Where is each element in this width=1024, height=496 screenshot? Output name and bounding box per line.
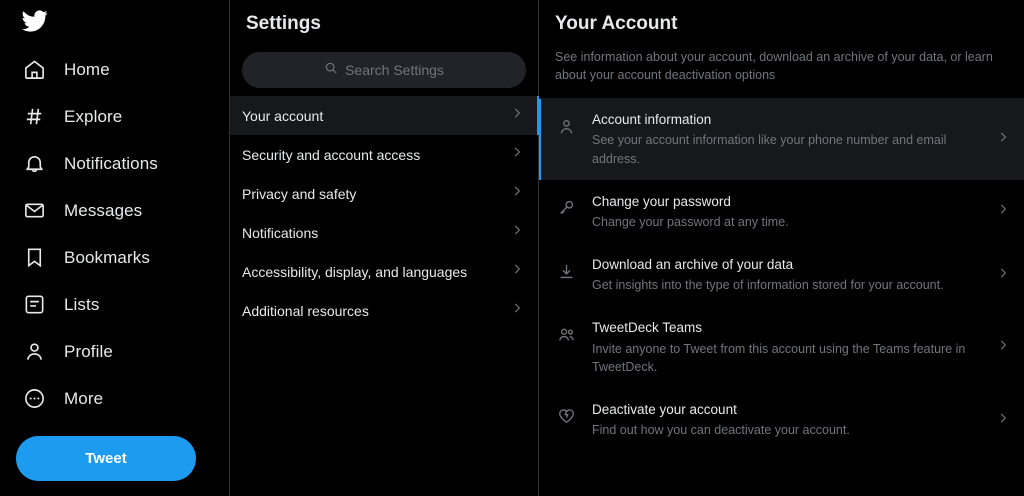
settings-item-label: Notifications <box>242 224 319 241</box>
sidebar-item-notifications[interactable] <box>0 140 229 187</box>
row-title: TweetDeck Teams <box>592 320 703 336</box>
bookmark-icon <box>22 246 46 270</box>
row-title: Deactivate your account <box>592 401 737 417</box>
sidebar-item-label: More <box>64 388 104 408</box>
primary-sidebar <box>0 0 229 496</box>
settings-item-security-and-account-access[interactable] <box>230 135 538 174</box>
page-title: Your Account <box>555 13 678 34</box>
row-subtitle: Change your password at any time. <box>592 214 789 229</box>
settings-item-accessibility-display-and-languages[interactable] <box>230 252 538 291</box>
list-icon <box>22 293 46 317</box>
sidebar-item-more[interactable] <box>0 375 229 422</box>
row-tweetdeck-teams[interactable] <box>539 306 1024 387</box>
sidebar-item-messages[interactable] <box>0 187 229 234</box>
key-icon <box>555 197 577 219</box>
chevron-right-icon <box>510 262 524 281</box>
row-change-your-password[interactable] <box>539 180 1024 243</box>
chevron-right-icon <box>510 145 524 164</box>
row-text <box>592 256 981 294</box>
settings-item-additional-resources[interactable] <box>230 291 538 330</box>
chevron-right-icon <box>996 338 1010 357</box>
sidebar-item-label: Bookmarks <box>64 247 150 267</box>
settings-item-label: Your account <box>242 107 324 124</box>
hashtag-icon <box>22 105 46 129</box>
sidebar-item-label: Lists <box>64 294 100 314</box>
sidebar-nav-list <box>0 46 229 422</box>
search-input[interactable] <box>242 52 526 88</box>
settings-item-label: Privacy and safety <box>242 185 357 202</box>
settings-item-label: Accessibility, display, and languages <box>242 263 468 280</box>
sidebar-item-lists[interactable] <box>0 281 229 328</box>
heart-broken-icon <box>555 405 577 427</box>
sidebar-item-label: Profile <box>64 341 113 361</box>
settings-item-notifications[interactable] <box>230 213 538 252</box>
row-subtitle: Find out how you can deactivate your account. <box>592 423 850 438</box>
chevron-right-icon <box>996 130 1010 149</box>
person-icon <box>22 340 46 364</box>
settings-header <box>230 0 538 48</box>
account-options-list <box>539 98 1024 451</box>
sidebar-item-label: Notifications <box>64 153 158 173</box>
home-icon <box>22 58 46 82</box>
tweet-button-wrap <box>0 422 229 481</box>
row-subtitle: Invite anyone to Tweet from this account using the Teams feature in TweetDeck. <box>592 341 966 374</box>
search-placeholder: Search Settings <box>345 62 444 78</box>
row-download-an-archive-of-your-data[interactable] <box>539 243 1024 306</box>
detail-header <box>539 0 1024 98</box>
row-subtitle: See your account information like your phone number and email address. <box>592 133 947 166</box>
detail-pane <box>539 0 1024 496</box>
row-text <box>592 111 981 167</box>
row-subtitle: Get insights into the type of information stored for your account. <box>592 278 944 293</box>
twitter-logo[interactable] <box>0 0 229 46</box>
settings-item-label: Security and account access <box>242 146 421 163</box>
row-text <box>592 319 981 375</box>
row-text <box>592 401 981 439</box>
search-settings-wrap <box>230 48 538 96</box>
envelope-icon <box>22 199 46 223</box>
people-icon <box>555 323 577 345</box>
settings-list <box>230 96 538 330</box>
settings-column <box>229 0 539 496</box>
chevron-right-icon <box>996 266 1010 285</box>
chevron-right-icon <box>510 184 524 203</box>
sidebar-item-label: Explore <box>64 106 123 126</box>
ellipsis-circle-icon <box>22 387 46 411</box>
row-title: Account information <box>592 112 712 128</box>
tweet-button[interactable]: Tweet <box>16 436 196 481</box>
sidebar-item-label: Home <box>64 59 110 79</box>
chevron-right-icon <box>510 106 524 125</box>
sidebar-item-profile[interactable] <box>0 328 229 375</box>
chevron-right-icon <box>996 411 1010 430</box>
sidebar-item-explore[interactable] <box>0 93 229 140</box>
download-icon <box>555 260 577 282</box>
sidebar-item-home[interactable] <box>0 46 229 93</box>
search-icon <box>324 61 338 80</box>
row-title: Download an archive of your data <box>592 257 794 273</box>
sidebar-item-label: Messages <box>64 200 143 220</box>
settings-item-label: Additional resources <box>242 302 369 319</box>
chevron-right-icon <box>996 202 1010 221</box>
page-description: See information about your account, download an archive of your data, or learn about your account deactivation options <box>555 50 993 83</box>
chevron-right-icon <box>510 301 524 320</box>
sidebar-item-bookmarks[interactable] <box>0 234 229 281</box>
settings-item-privacy-and-safety[interactable] <box>230 174 538 213</box>
bell-icon <box>22 152 46 176</box>
row-title: Change your password <box>592 193 731 209</box>
twitter-bird-icon <box>22 8 48 39</box>
row-text <box>592 193 981 231</box>
person-icon <box>555 115 577 137</box>
settings-title: Settings <box>246 13 321 34</box>
chevron-right-icon <box>510 223 524 242</box>
settings-item-your-account[interactable] <box>230 96 538 135</box>
row-account-information[interactable] <box>539 98 1024 179</box>
row-deactivate-your-account[interactable] <box>539 388 1024 451</box>
